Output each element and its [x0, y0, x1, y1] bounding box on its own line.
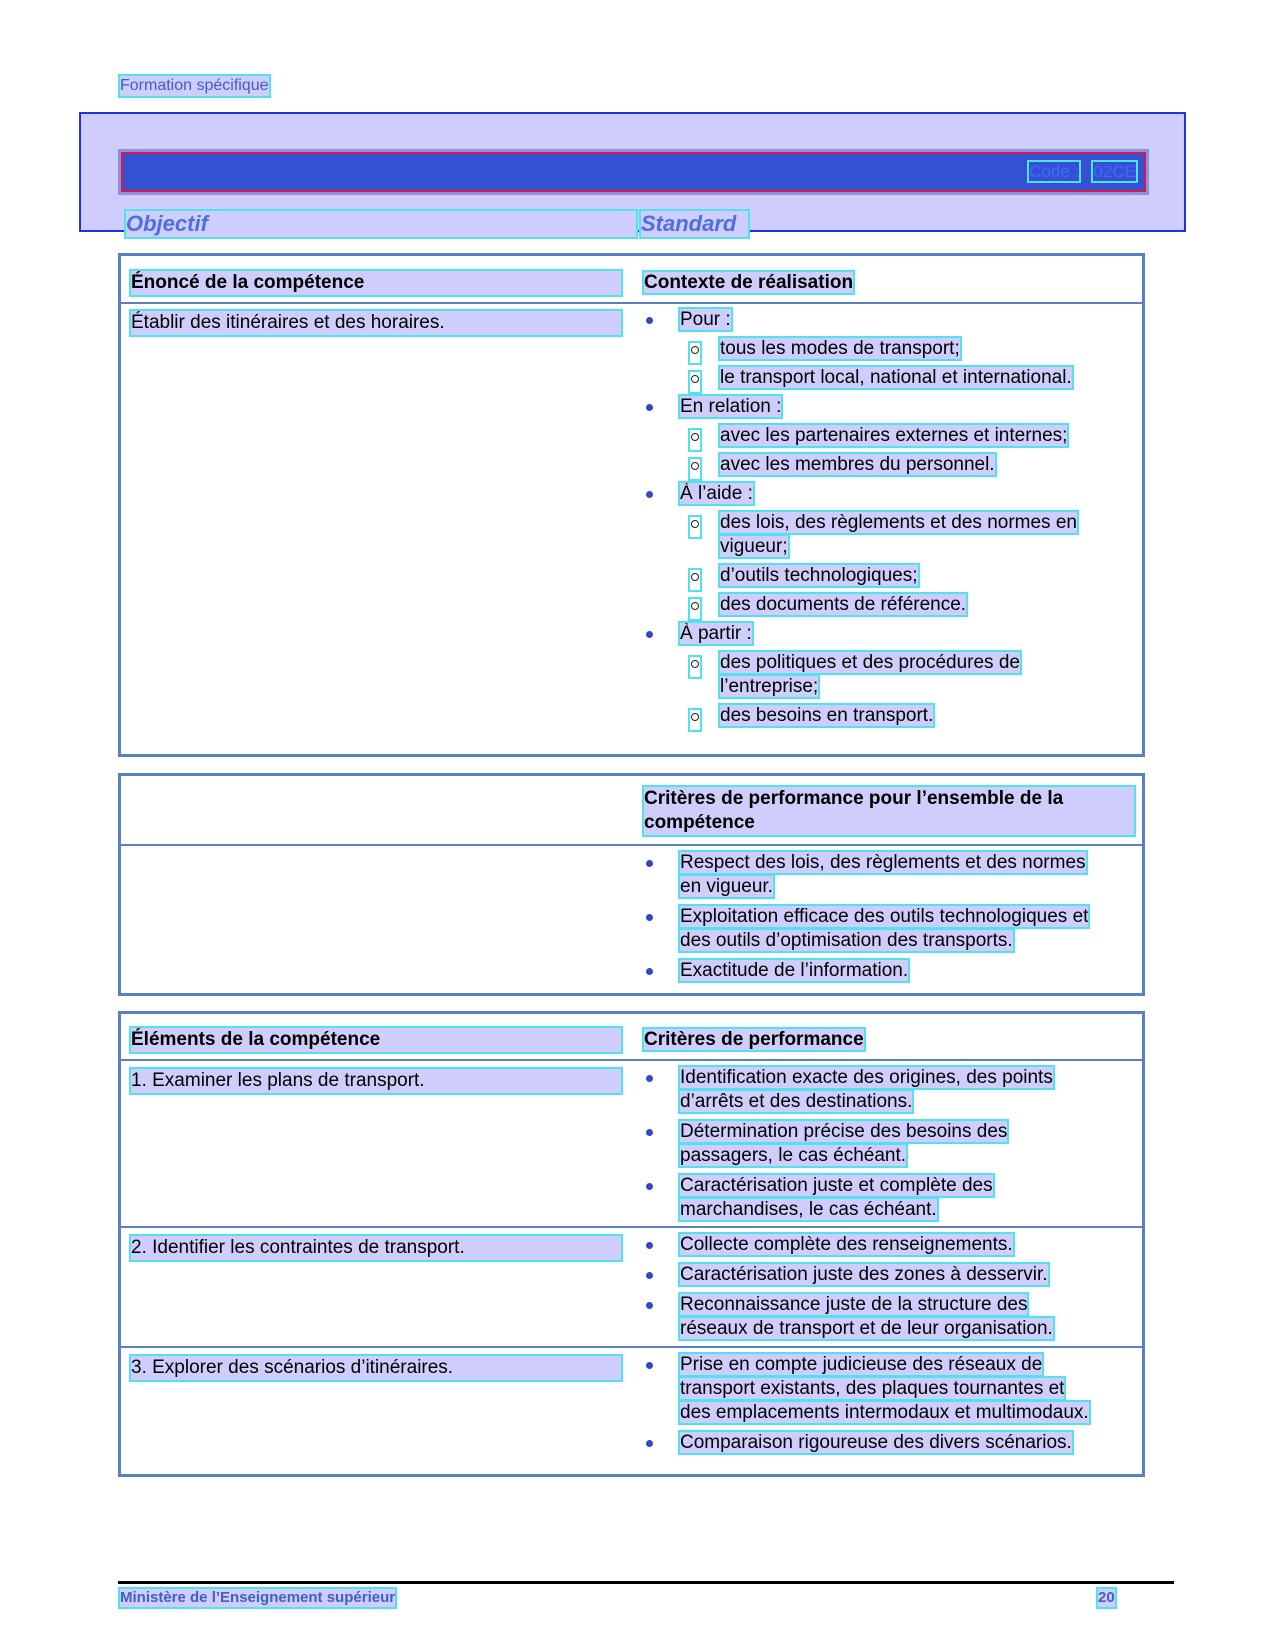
- bullet-icon: [644, 1068, 654, 1088]
- competence-table-body: [121, 302, 1142, 754]
- competence-table: [118, 253, 1145, 757]
- context-item-line-text: vigueur;: [720, 536, 788, 557]
- context-item: [644, 453, 1134, 477]
- performance-criterion-line-text: Collecte complète des renseignements.: [680, 1234, 1013, 1255]
- elements-header: Éléments de la compétence: [131, 1028, 621, 1052]
- competence-statement: Établir des itinéraires et des horaires.: [131, 311, 621, 335]
- document-section-label: Formation spécifique: [120, 77, 269, 94]
- circle-bullet-icon: [690, 599, 700, 619]
- overall-criterion: [644, 905, 1134, 953]
- context-item-line-text: des documents de référence.: [720, 594, 967, 615]
- context-item-line-text: avec les membres du personnel.: [720, 454, 995, 475]
- performance-criterion-line: [680, 1066, 1134, 1090]
- header-standard: Standard: [641, 211, 748, 237]
- code-label: Code :: [1029, 162, 1080, 181]
- overall-criterion-line-text: Exactitude de l’information.: [680, 960, 909, 981]
- overall-criterion-line-text: des outils d’optimisation des transports.: [680, 930, 1013, 951]
- context-item-line-text: le transport local, national et international.: [720, 367, 1072, 388]
- performance-criterion: [644, 1233, 1134, 1257]
- overall-criterion-line: [680, 875, 1134, 899]
- circle-bullet-icon: [690, 372, 700, 392]
- performance-criterion-line-text: Caractérisation juste des zones à desservir.: [680, 1264, 1048, 1285]
- overall-criterion: [644, 959, 1134, 983]
- performance-criterion-line: [680, 1120, 1134, 1144]
- performance-criterion-line: [680, 1377, 1134, 1401]
- element-criteria-list: [644, 1233, 1134, 1347]
- performance-criterion-line-text: Identification exacte des origines, des points: [680, 1067, 1053, 1088]
- performance-criterion-line-text: Prise en compte judicieuse des réseaux de: [680, 1354, 1043, 1375]
- circle-bullet-icon: [690, 657, 700, 677]
- context-group: [644, 622, 1134, 646]
- context-item-line: [720, 424, 1134, 448]
- performance-criterion-line-text: transport existants, des plaques tournantes et: [680, 1378, 1065, 1399]
- performance-criterion-line: [680, 1090, 1134, 1114]
- context-item: [644, 337, 1134, 361]
- element-criteria-list: [644, 1353, 1134, 1461]
- performance-criterion-line: [680, 1293, 1134, 1317]
- realisation-context-list: [644, 308, 1134, 733]
- context-item-line-text: des politiques et des procédures de: [720, 652, 1020, 673]
- context-item: [644, 366, 1134, 390]
- header-objectif: Objectif: [126, 211, 636, 237]
- context-item-line: [720, 337, 1134, 361]
- overall-criterion-line: [680, 959, 1134, 983]
- context-item: [644, 511, 1134, 559]
- circle-bullet-icon: [690, 343, 700, 363]
- element-row: [121, 1346, 1142, 1458]
- bullet-icon: [644, 907, 654, 927]
- context-item-line-text: tous les modes de transport;: [720, 338, 960, 359]
- bullet-icon: [644, 484, 654, 504]
- context-item: [644, 704, 1134, 728]
- performance-criterion-line-text: marchandises, le cas échéant.: [680, 1199, 937, 1220]
- context-item-line: [720, 704, 1134, 728]
- context-group-line: [680, 395, 1134, 419]
- overall-criterion: [644, 851, 1134, 899]
- performance-criterion-line: [680, 1233, 1134, 1257]
- overall-criteria-body: [121, 844, 1142, 993]
- elements-table: [118, 1011, 1145, 1477]
- bullet-icon: [644, 961, 654, 981]
- performance-criterion-line-text: Reconnaissance juste de la structure des: [680, 1294, 1028, 1315]
- context-item-line: [720, 675, 1134, 699]
- performance-criterion: [644, 1174, 1134, 1222]
- context-group-line: [680, 622, 1134, 646]
- bullet-icon: [644, 1355, 654, 1375]
- overall-criterion-line-text: Exploitation efficace des outils technologiques et: [680, 906, 1089, 927]
- bullet-icon: [644, 1295, 654, 1315]
- performance-criterion-line: [680, 1198, 1134, 1222]
- context-item-line-text: avec les partenaires externes et internes;: [720, 425, 1068, 446]
- context-group: [644, 395, 1134, 419]
- performance-criterion-line-text: des emplacements intermodaux et multimodaux.: [680, 1402, 1089, 1423]
- context-item-line: [720, 535, 1134, 559]
- bullet-icon: [644, 1235, 654, 1255]
- performance-criterion: [644, 1066, 1134, 1114]
- context-item-line: [720, 564, 1134, 588]
- performance-criterion-line-text: d’arrêts et des destinations.: [680, 1091, 913, 1112]
- bullet-icon: [644, 1265, 654, 1285]
- element-row: [121, 1226, 1142, 1346]
- performance-criterion: [644, 1293, 1134, 1341]
- performance-criterion-line: [680, 1317, 1134, 1341]
- performance-criterion-line: [680, 1174, 1134, 1198]
- bullet-icon: [644, 310, 654, 330]
- performance-criterion-line-text: réseaux de transport et de leur organisation.: [680, 1318, 1053, 1339]
- overall-criteria-header-line: compétence: [644, 812, 755, 833]
- performance-criterion: [644, 1431, 1134, 1455]
- performance-criterion-line: [680, 1353, 1134, 1377]
- overall-criterion-line-text: Respect des lois, des règlements et des normes: [680, 852, 1086, 873]
- footer-rule: [118, 1581, 1174, 1584]
- context-item-line-text: des besoins en transport.: [720, 705, 934, 726]
- code-bar: [121, 152, 1146, 192]
- context-item: [644, 564, 1134, 588]
- context-group-line: [680, 482, 1134, 506]
- element-label: 2. Identifier les contraintes de transport.: [131, 1236, 621, 1260]
- performance-criterion-line-text: Détermination précise des besoins des: [680, 1121, 1008, 1142]
- circle-bullet-icon: [690, 710, 700, 730]
- circle-bullet-icon: [690, 517, 700, 537]
- bullet-icon: [644, 397, 654, 417]
- realisation-context-header: Contexte de réalisation: [644, 272, 854, 293]
- context-group-line: [680, 308, 1134, 332]
- footer-page-number: 20: [1098, 1589, 1115, 1606]
- performance-criterion-line: [680, 1263, 1134, 1287]
- competence-statement-header: Énoncé de la compétence: [131, 271, 621, 295]
- performance-criterion-line: [680, 1431, 1134, 1455]
- bullet-icon: [644, 1433, 654, 1453]
- performance-criterion: [644, 1263, 1134, 1287]
- context-item-line: [720, 593, 1134, 617]
- overall-criteria-header-line: Critères de performance pour l’ensemble de la: [644, 788, 1064, 809]
- overall-criterion-line-text: en vigueur.: [680, 876, 773, 897]
- overall-criterion-line: [680, 905, 1134, 929]
- context-item: [644, 424, 1134, 448]
- context-group-line-text: À l’aide :: [680, 483, 753, 504]
- context-group: [644, 308, 1134, 332]
- element-label: 3. Explorer des scénarios d’itinéraires.: [131, 1356, 621, 1380]
- overall-criteria-table: [118, 773, 1145, 996]
- performance-criterion-line-text: Comparaison rigoureuse des divers scénarios.: [680, 1432, 1072, 1453]
- performance-criterion-line-text: passagers, le cas échéant.: [680, 1145, 907, 1166]
- bullet-icon: [644, 624, 654, 644]
- overall-criteria-list: [644, 851, 1134, 989]
- performance-criterion-line: [680, 1144, 1134, 1168]
- bullet-icon: [644, 853, 654, 873]
- overall-criteria-header-row: [121, 776, 1142, 844]
- context-group: [644, 482, 1134, 506]
- circle-bullet-icon: [690, 570, 700, 590]
- context-item-line-text: l’entreprise;: [720, 676, 819, 697]
- context-item-line-text: des lois, des règlements et des normes en: [720, 512, 1077, 533]
- context-item: [644, 651, 1134, 699]
- context-item-line: [720, 453, 1134, 477]
- elements-table-header: [121, 1014, 1142, 1059]
- context-group-line-text: En relation :: [680, 396, 782, 417]
- context-item-line: [720, 511, 1134, 535]
- performance-criterion: [644, 1353, 1134, 1425]
- overall-criterion-line: [680, 851, 1134, 875]
- code-value: 02CE: [1093, 162, 1136, 181]
- performance-criteria-header: Critères de performance: [644, 1029, 864, 1050]
- element-label: 1. Examiner les plans de transport.: [131, 1069, 621, 1093]
- performance-criterion: [644, 1120, 1134, 1168]
- circle-bullet-icon: [690, 430, 700, 450]
- context-item: [644, 593, 1134, 617]
- context-group-line-text: À partir :: [680, 623, 752, 644]
- context-item-line: [720, 366, 1134, 390]
- element-row: [121, 1059, 1142, 1226]
- overall-criteria-header: [644, 787, 1134, 835]
- code-field: [1029, 162, 1136, 182]
- bullet-icon: [644, 1176, 654, 1196]
- elements-table-body: [121, 1059, 1142, 1458]
- element-criteria-list: [644, 1066, 1134, 1228]
- bullet-icon: [644, 1122, 654, 1142]
- circle-bullet-icon: [690, 459, 700, 479]
- performance-criterion-line-text: Caractérisation juste et complète des: [680, 1175, 993, 1196]
- overall-criterion-line: [680, 929, 1134, 953]
- context-item-line-text: d’outils technologiques;: [720, 565, 918, 586]
- context-group-line-text: Pour :: [680, 309, 731, 330]
- footer-ministry: Ministère de l’Enseignement supérieur: [120, 1589, 396, 1606]
- performance-criterion-line: [680, 1401, 1134, 1425]
- context-item-line: [720, 651, 1134, 675]
- competence-table-header: [121, 256, 1142, 302]
